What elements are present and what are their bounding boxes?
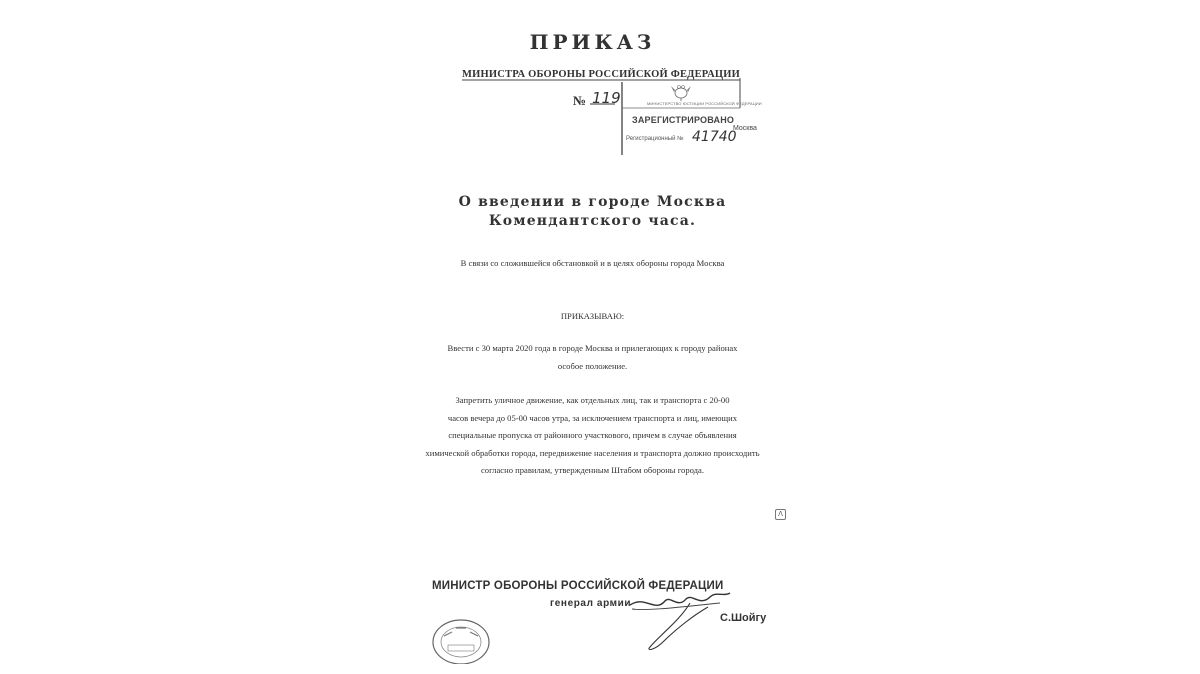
paragraph-2: [400, 392, 785, 480]
stamp-registered: ЗАРЕГИСТРИРОВАНО: [632, 115, 735, 125]
handwritten-signature: [620, 585, 735, 655]
document-subtitle: МИНИСТРА ОБОРОНЫ РОССИЙСКОЙ ФЕДЕРАЦИИ: [462, 69, 740, 80]
office-seal: [430, 612, 492, 664]
paragraph-line: Запретить уличное движение, как отдельных лиц, так и транспорта с 20-00: [455, 395, 730, 405]
paragraph-line: химической обработки города, передвижение населения и транспорта должно происходить: [425, 447, 760, 458]
document-title: ПРИКАЗ: [529, 30, 656, 54]
stamp-agency: МИНИСТЕРСТВО ЮСТИЦИИ РОССИЙСКОЙ ФЕДЕРАЦИИ: [647, 101, 762, 106]
eagle-emblem-icon: [671, 86, 691, 102]
intro-paragraph: [400, 255, 785, 273]
paragraph-line: Ввести с 30 марта 2020 года в городе Москва и прилегающих к городу районах: [447, 343, 738, 353]
signer-rank: генерал армии: [550, 598, 632, 609]
stamp-city: Москва: [733, 125, 757, 132]
order-number: 119: [592, 89, 621, 107]
number-prefix: №: [573, 93, 587, 108]
signer-title: МИНИСТР ОБОРОНЫ РОССИЙСКОЙ ФЕДЕРАЦИИ: [432, 580, 724, 592]
order-word: [400, 308, 785, 326]
paragraph-line: согласно правилам, утвержденным Штабом обороны города.: [480, 465, 705, 475]
stamp-regnum-value: 41740: [692, 129, 737, 145]
order-heading: [400, 193, 785, 231]
stamp-regnum-label: Регистрационный №: [626, 136, 684, 142]
paragraph-line: специальные пропуска от районного участкового, причем в случае объявления: [448, 430, 737, 440]
paragraph-line: особое положение.: [557, 360, 628, 371]
mark-icon: Λ: [775, 509, 786, 520]
signer-name: С.Шойгу: [720, 612, 767, 624]
paragraph-1: [400, 340, 785, 375]
document-sheet: [400, 0, 785, 674]
paragraph-line: часов вечера до 05-00 часов утра, за исключением транспорта и лиц, имеющих: [447, 412, 738, 423]
heading-line: Комендантского часа.: [488, 213, 697, 229]
order-word-text: ПРИКАЗЫВАЮ:: [560, 311, 625, 321]
intro-line: В связи со сложившейся обстановкой и в целях обороны города Москва: [460, 258, 725, 268]
heading-line: О введении в городе Москва: [458, 194, 727, 210]
